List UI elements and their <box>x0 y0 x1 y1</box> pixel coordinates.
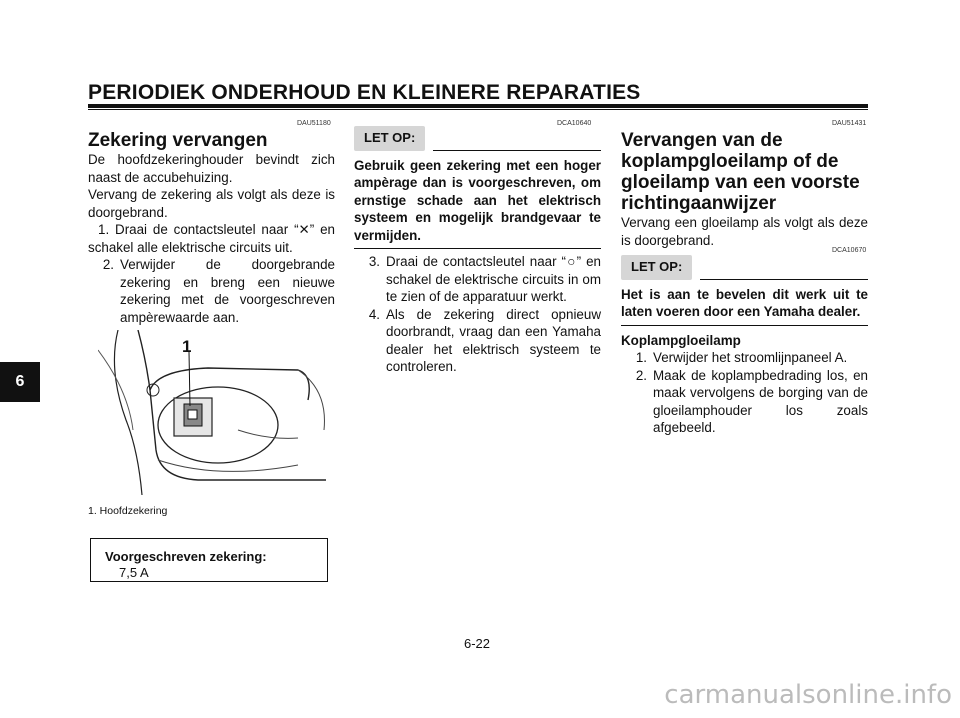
caution-end-rule-right <box>621 325 868 326</box>
header-rule-thin <box>88 109 868 110</box>
fuse-step-3 <box>354 253 601 306</box>
bulb-step-1-text: Verwijder het stroomlijnpaneel A. <box>653 350 848 365</box>
header-rule <box>88 104 868 108</box>
fuse-step-2 <box>88 256 335 326</box>
fuse-box-illustration <box>98 330 326 495</box>
fuse-spec-value: 7,5 A <box>119 565 149 580</box>
caution-header-right <box>621 255 868 280</box>
fuse-step-2-num: 2. <box>102 257 114 272</box>
page-number: 6-22 <box>464 636 491 651</box>
caution-text-middle: Gebruik geen zekering met een hoger ampèrage dan is voorgeschreven, om ernstige schade aan het elektrisch systeem en mogelijk brandgevaar te vermijden. <box>354 157 601 243</box>
bulb-step-1-num: 1. <box>635 350 647 365</box>
middle-column <box>354 126 601 376</box>
fuse-callout-number: 1 <box>182 337 192 356</box>
caution-header-middle <box>354 126 601 151</box>
section-code-right-2: DCA10670 <box>832 247 867 254</box>
key-on-symbol-icon: ○ <box>566 254 577 269</box>
caution-badge: LET OP: <box>354 126 425 151</box>
caution-end-rule <box>354 248 601 249</box>
fuse-step-1 <box>88 221 335 256</box>
fuse-step-3-post: ” en schakel de elektrische circuits in om te zien of de apparatuur werkt. <box>386 254 602 304</box>
fuse-step-2-text: Verwijder de doorgebrande zekering en breng een nieuwe zekering met de voorgeschreven ampèrewaarde aan. <box>120 257 335 325</box>
section-code-left: DAU51180 <box>297 120 331 127</box>
bulb-step-1 <box>621 349 868 367</box>
fuse-intro-1: De hoofdzekeringhouder bevindt zich naast de accubehuizing. <box>88 152 335 185</box>
caution-badge-right: LET OP: <box>621 255 692 280</box>
section-heading-fuse: Zekering vervangen <box>88 130 268 151</box>
caution-rule-right <box>700 279 868 280</box>
right-column <box>621 130 868 249</box>
page-header-title: PERIODIEK ONDERHOUD EN KLEINERE REPARATIES <box>88 81 641 104</box>
section-heading-bulb: Vervangen van de koplampgloeilamp of de gloeilamp van een voorste richtingaanwijzer <box>621 130 860 214</box>
watermark: carmanualsonline.info <box>664 680 952 710</box>
right-column-lower <box>621 255 868 437</box>
fuse-step-3-text <box>386 253 601 306</box>
fuse-step-4-num: 4. <box>368 306 380 322</box>
key-off-symbol-icon: ✕ <box>298 222 310 237</box>
bulb-intro: Vervang een gloeilamp als volgt als deze is doorgebrand. <box>621 215 868 248</box>
figure-caption: 1. Hoofdzekering <box>88 505 168 517</box>
left-column <box>88 130 335 326</box>
fuse-spec-box <box>90 538 328 582</box>
caution-rule <box>433 150 601 151</box>
bulb-step-2-text: Maak de koplampbedrading los, en maak vervolgens de borging van de gloeilamphouder los zoals afgebeeld. <box>653 367 868 435</box>
fuse-step-4-text: Als de zekering direct opnieuw doorbrandt, vraag dan een Yamaha dealer het elektrisch systeem te controleren. <box>386 306 601 374</box>
bulb-step-2-num: 2. <box>635 367 647 383</box>
fuse-step-3-num: 3. <box>368 254 380 269</box>
subheading-headlight-bulb: Koplampgloeilamp <box>621 332 741 348</box>
bulb-step-2 <box>621 367 868 437</box>
fuse-step-1-post: ” en schakel alle elektrische circuits uit. <box>88 222 336 255</box>
chapter-tab: 6 <box>0 362 40 402</box>
fuse-step-3-pre: Draai de contactsleutel naar “ <box>386 254 567 269</box>
fuse-step-4 <box>354 306 601 376</box>
section-code-middle: DCA10640 <box>557 120 592 127</box>
fuse-spec-label: Voorgeschreven zekering: <box>105 549 267 564</box>
fuse-step-1-pre: 1. Draai de contactsleutel naar “ <box>98 222 299 237</box>
fuse-intro-2: Vervang de zekering als volgt als deze is doorgebrand. <box>88 187 335 220</box>
section-code-right: DAU51431 <box>832 120 867 127</box>
caution-text-right: Het is aan te bevelen dit werk uit te laten voeren door een Yamaha dealer. <box>621 286 868 319</box>
